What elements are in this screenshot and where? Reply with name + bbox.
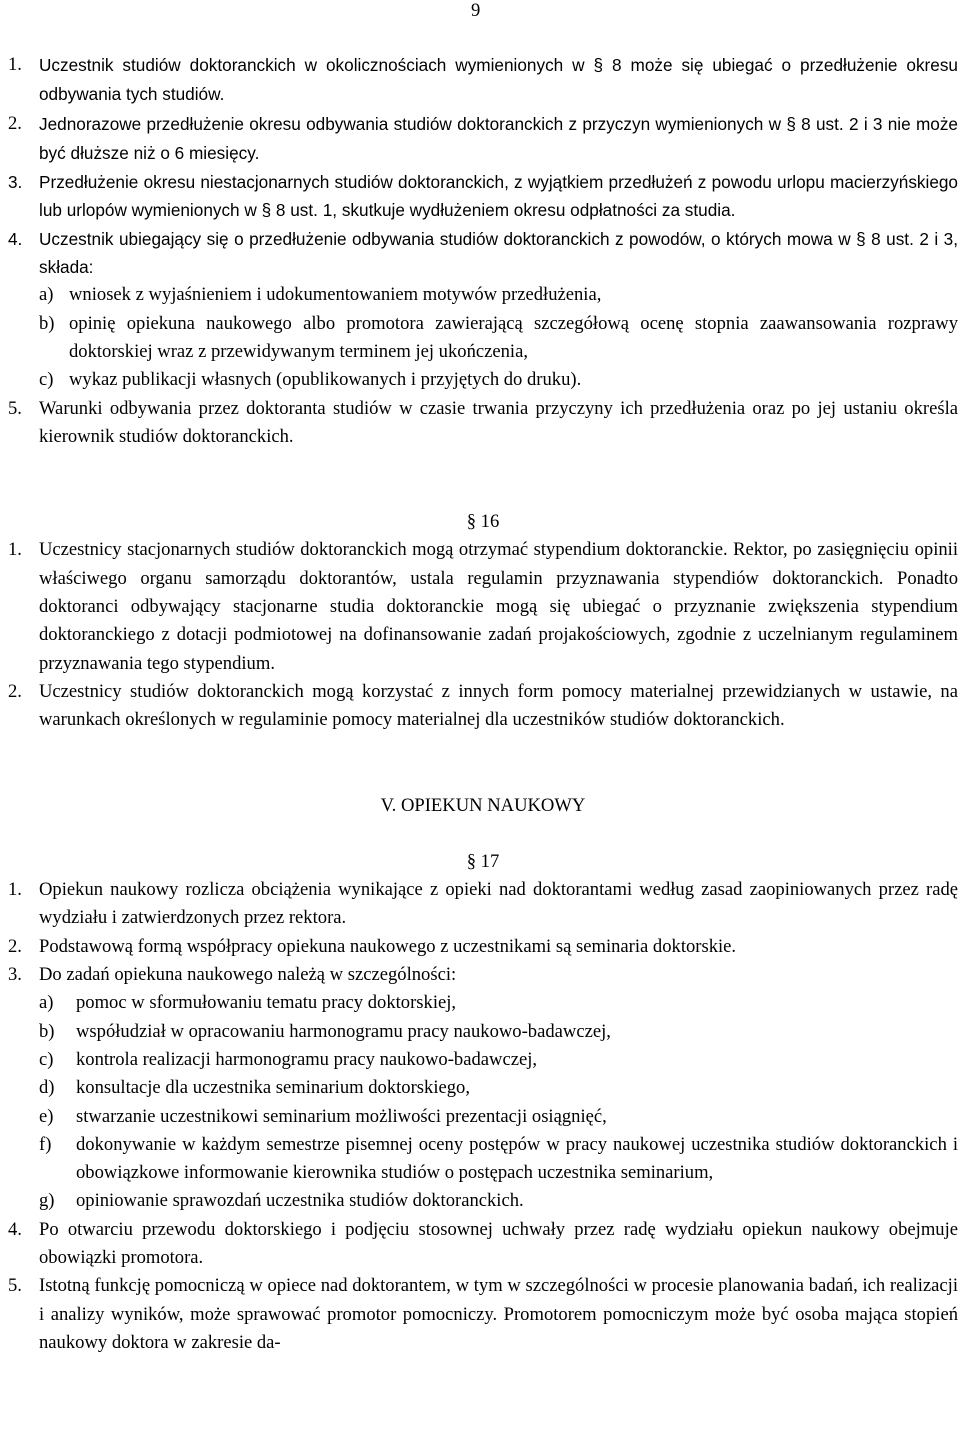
document-body xyxy=(8,51,958,1357)
list-item xyxy=(8,536,958,677)
sub-item-letter: b) xyxy=(39,1020,55,1042)
item-text: Podstawową formą współpracy opiekuna naukowego z uczestnikami są seminaria doktorskie. xyxy=(39,935,737,957)
item-text: Uczestnicy studiów doktoranckich mogą korzystać z innych form pomocy materialnej przewidzianych w ustawie, na warunkach określonych w regulaminie pomocy materialnej dla uczestników studiów doktoranckich. xyxy=(39,680,958,731)
item-number: 2. xyxy=(8,680,22,702)
item-text: Przedłużenie okresu niestacjonarnych studiów doktoranckich, z wyjątkiem przedłużeń z powodu urlopu macierzyńskiego lub urlopów wymienionych w § 8 ust. 1, skutkuje wydłużeniem okresu odpłatności za studia. xyxy=(39,172,958,221)
sub-item-letter: d) xyxy=(39,1077,55,1099)
list-item xyxy=(8,1216,958,1273)
section-heading: § 16 xyxy=(466,511,500,533)
list-item xyxy=(8,933,958,961)
sub-item-letter: c) xyxy=(39,1048,54,1070)
item-number: 5. xyxy=(8,397,22,419)
section-heading: § 17 xyxy=(466,850,500,872)
item-number: 2. xyxy=(8,935,22,957)
sub-item-letter: e) xyxy=(39,1105,54,1127)
item-text: Jednorazowe przedłużenie okresu odbywania studiów doktoranckich z przyczyn wymienionych w § 8 ust. 2 i 3 nie może być dłuższe niż o 6 miesięcy. xyxy=(39,113,958,163)
item-number: 5. xyxy=(8,1275,22,1297)
sub-item-letter: f) xyxy=(39,1133,52,1155)
sub-list-item xyxy=(8,281,958,309)
sub-item-text: wykaz publikacji własnych (opublikowanych i przyjętych do druku). xyxy=(69,369,582,391)
list-item xyxy=(8,1272,958,1357)
sub-item-letter: a) xyxy=(39,284,54,306)
list-item xyxy=(8,678,958,735)
item-text: Uczestnik studiów doktoranckich w okolicznościach wymienionych w § 8 może się ubiegać o przedłużenie okresu odbywania tych studiów. xyxy=(39,55,958,105)
list-item xyxy=(8,110,958,169)
sub-list-item xyxy=(8,310,958,367)
item-text: Uczestnicy stacjonarnych studiów doktoranckich mogą otrzymać stypendium doktoranckie. Rektor, po zasięgnięciu opinii właściwego organu samorządu doktorantów, ustala regulamin przyznawania stypendiów doktoranckich. Ponadto doktoranci odbywający stacjonarne studia doktoranckie mogą się ubiegać o przyznanie zwiększenia stypendium doktoranckiego z dotacji podmiotowej na dofinansowanie zadań projakościowych, zgodnie z uczelnianym regulaminem przyznawania tego stypendium. xyxy=(39,539,958,674)
list-item xyxy=(8,876,958,933)
list-item xyxy=(8,51,958,110)
sub-item-letter: g) xyxy=(39,1190,55,1212)
item-number: 3. xyxy=(8,964,22,986)
sub-list-item xyxy=(8,1046,958,1074)
item-number: 1. xyxy=(8,879,22,901)
sub-item-text: stwarzanie uczestnikowi seminarium możliwości prezentacji osiągnięć, xyxy=(76,1105,607,1127)
sub-item-letter: a) xyxy=(39,992,54,1014)
sub-item-text: pomoc w sformułowaniu tematu pracy doktorskiej, xyxy=(76,992,457,1014)
sub-item-letter: c) xyxy=(39,369,54,391)
item-number: 2. xyxy=(8,112,22,134)
sub-list-item xyxy=(8,1131,958,1188)
list-item xyxy=(8,168,958,225)
list-item xyxy=(8,225,958,282)
sub-item-text: kontrola realizacji harmonogramu pracy naukowo-badawczej, xyxy=(76,1048,538,1070)
chapter-title: V. OPIEKUN NAUKOWY xyxy=(380,794,586,816)
sub-item-text: opinię opiekuna naukowego albo promotora zawierającą szczegółową ocenę stopnia zaawansowania rozprawy doktorskiej wraz z przewidywanym terminem jej ukończenia, xyxy=(69,312,958,362)
sub-item-text: opiniowanie sprawozdań uczestnika studiów doktoranckich. xyxy=(76,1190,524,1212)
sub-list-item xyxy=(8,989,958,1017)
list-item xyxy=(8,961,958,989)
sub-item-letter: b) xyxy=(39,312,55,334)
item-text: Warunki odbywania przez doktoranta studiów w czasie trwania przyczyny ich przedłużenia oraz po jej ustaniu określa kierownik studiów doktoranckich. xyxy=(39,397,958,447)
item-text: Opiekun naukowy rozlicza obciążenia wynikające z opieki nad doktorantami według zasad zaopiniowanych przez radę wydziału i zatwierdzonych przez rektora. xyxy=(39,879,958,929)
item-number: 1. xyxy=(8,539,22,561)
sub-list-item xyxy=(8,1103,958,1131)
sub-item-text: współudział w opracowaniu harmonogramu pracy naukowo-badawczej, xyxy=(76,1020,611,1042)
sub-item-text: konsultacje dla uczestnika seminarium doktorskiego, xyxy=(76,1077,470,1099)
sub-list-item xyxy=(8,1187,958,1215)
item-number: 1. xyxy=(8,54,22,75)
item-number: 4. xyxy=(8,228,23,249)
item-text: Istotną funkcję pomocniczą w opiece nad doktorantem, w tym w szczególności w procesie planowania badań, ich realizacji i analizy wyników, może sprawować promotor pomocniczy. Promotorem pomocniczym może być osoba mająca stopień naukowy doktora w zakresie da- xyxy=(39,1275,958,1353)
sub-list-item xyxy=(8,1074,958,1102)
item-text: Do zadań opiekuna naukowego należą w szczególności: xyxy=(39,964,457,986)
item-number: 3. xyxy=(8,172,23,193)
sub-item-text: wniosek z wyjaśnieniem i udokumentowaniem motywów przedłużenia, xyxy=(69,284,602,306)
sub-item-text: dokonywanie w każdym semestrze pisemnej oceny postępów w pracy naukowej uczestnika studiów doktoranckich i obowiązkowe informowanie kierownika studiów o postępach uczestnika seminarium, xyxy=(76,1133,958,1184)
item-text: Uczestnik ubiegający się o przedłużenie odbywania studiów doktoranckich z powodów, o których mowa w § 8 ust. 2 i 3, składa: xyxy=(39,228,958,278)
sub-list-item xyxy=(8,1018,958,1046)
page-number: 9 xyxy=(471,0,481,21)
sub-list-item xyxy=(8,366,958,394)
item-text: Po otwarciu przewodu doktorskiego i podjęciu stosownej uchwały przez radę wydziału opiekun naukowy obejmuje obowiązki promotora. xyxy=(39,1218,958,1268)
list-item xyxy=(8,395,958,452)
item-number: 4. xyxy=(8,1218,22,1240)
